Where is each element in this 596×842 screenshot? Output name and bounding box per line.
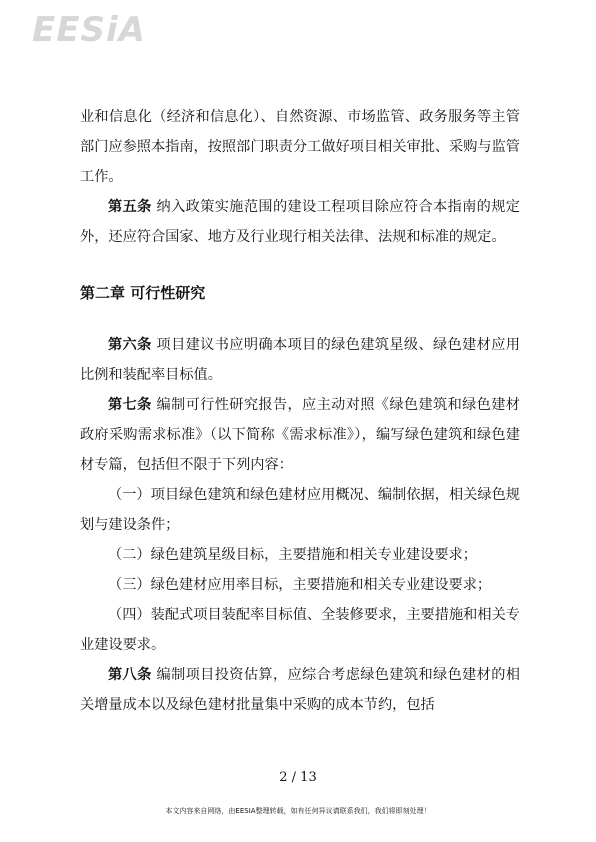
article-8	[80, 660, 520, 720]
article-6-label: 第六条	[108, 337, 152, 353]
list-item: （二）绿色建筑星级目标，主要措施和相关专业建设要求；	[108, 547, 477, 563]
article-6-text: 项目建议书应明确本项目的绿色建筑星级、绿色建材应用比例和装配率目标值。	[80, 337, 520, 383]
article-7-label: 第七条	[108, 397, 152, 413]
article-5-label: 第五条	[108, 199, 152, 215]
chapter-title: 第二章 可行性研究	[80, 284, 206, 302]
list-item: （三）绿色建材应用率目标，主要措施和相关专业建设要求；	[108, 577, 492, 593]
article-7-text: 编制可行性研究报告，应主动对照《绿色建筑和绿色建材政府采购需求标准》（以下简称《需求标准》），编写绿色建筑和绿色建材专篇，包括但不限于下列内容：	[80, 397, 520, 473]
document-body	[80, 102, 520, 720]
eesia-watermark-logo: EESiA	[32, 10, 146, 50]
list-item: （四）装配式项目装配率目标值、全装修要求，主要措施和相关专业建设要求。	[80, 607, 520, 653]
article-5	[80, 192, 520, 252]
article-8-text: 编制项目投资估算，应综合考虑绿色建筑和绿色建材的相关增量成本以及绿色建材批量集中采购的成本节约，包括	[80, 667, 520, 713]
article-5-text: 纳入政策实施范围的建设工程项目除应符合本指南的规定外，还应符合国家、地方及行业现行相关法律、法规和标准的规定。	[80, 199, 520, 245]
page-number: 2 / 13	[279, 770, 317, 785]
article-7	[80, 390, 520, 480]
footer-note: 本文内容来自网络，由EESIA整理转载，如有任何异议请联系我们，我们将即刻处理！	[165, 807, 431, 815]
paragraph-continuation: 业和信息化（经济和信息化）、自然资源、市场监管、政务服务等主管部门应参照本指南，按照部门职责分工做好项目相关审批、采购与监管工作。	[80, 109, 520, 185]
article-8-label: 第八条	[108, 667, 152, 683]
article-6	[80, 330, 520, 390]
list-item: （一）项目绿色建筑和绿色建材应用概况、编制依据，相关绿色规划与建设条件；	[80, 487, 520, 533]
